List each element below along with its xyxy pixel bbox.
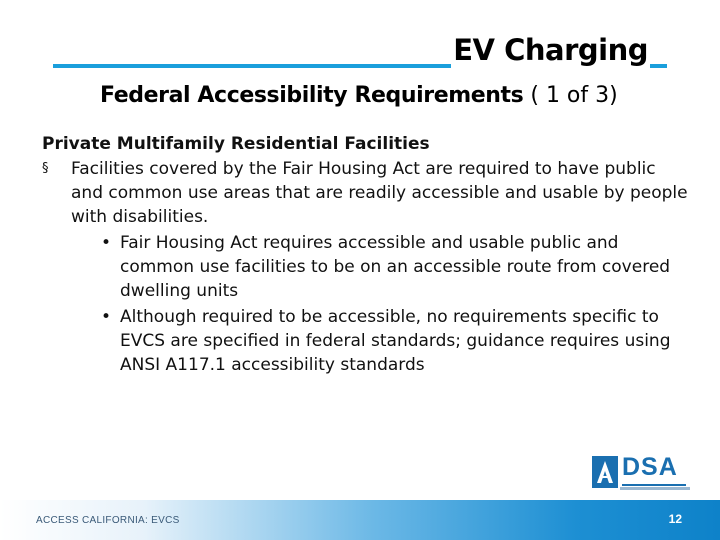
square-bullet-icon: § <box>42 161 49 176</box>
subtitle-page-indicator: ( 1 of 3) <box>523 83 618 108</box>
round-bullet-icon: • <box>101 233 112 253</box>
main-bullet-text: Facilities covered by the Fair Housing Act are required to have public and common use areas that are readily accessible and usable by people with disabilities. <box>71 159 688 227</box>
slide-content <box>42 132 692 379</box>
page-number: 12 <box>668 512 682 526</box>
subtitle-bold: Federal Accessibility Requirements <box>100 83 524 108</box>
dsa-logo <box>592 453 688 496</box>
logo-text: DSA <box>622 453 678 481</box>
sub-bullet-list <box>42 231 692 377</box>
footer-label: ACCESS CALIFORNIA: EVCS <box>36 515 180 526</box>
dsa-emblem-icon <box>592 456 618 488</box>
sub-bullet-text: Fair Housing Act requires accessible and usable public and common use facilities to be on an accessible route from covered dwelling units <box>120 233 671 301</box>
footer-bar <box>0 500 720 540</box>
slide-subtitle <box>100 80 660 112</box>
sub-bullet-item <box>101 305 692 377</box>
logo-tagline <box>620 487 690 490</box>
section-heading: Private Multifamily Residential Facilities <box>42 134 430 154</box>
round-bullet-icon: • <box>101 307 112 327</box>
sub-bullet-text: Although required to be accessible, no requirements specific to EVCS are specified in federal standards; guidance requires using ANSI A117.1 accessibility standards <box>120 307 671 375</box>
sub-bullet-item <box>101 231 692 303</box>
main-bullet <box>42 157 692 229</box>
slide-title: EV Charging <box>453 33 648 67</box>
logo-rule <box>622 484 686 486</box>
